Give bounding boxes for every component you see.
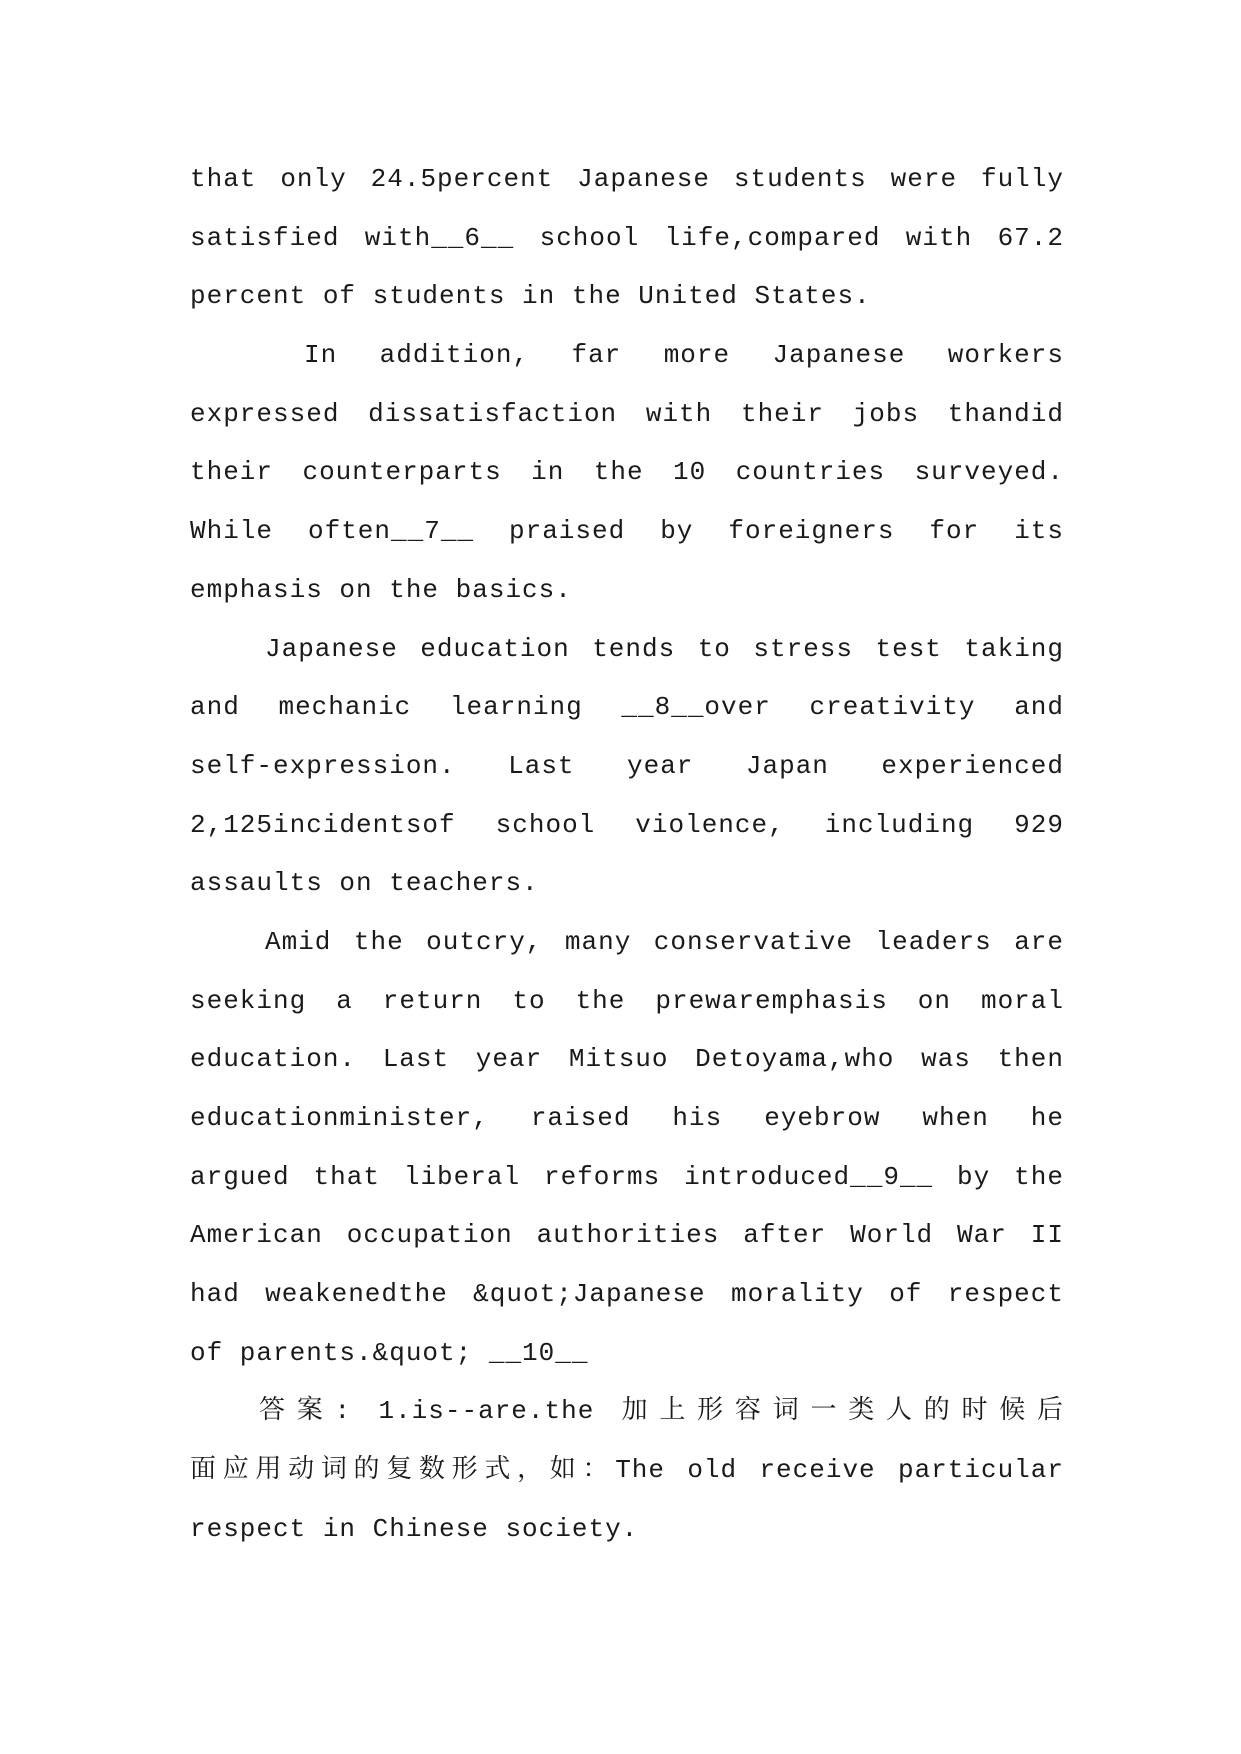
paragraph-2 (190, 326, 1064, 619)
text-line: that only 24.5percent Japanese students were fully (190, 164, 1064, 194)
text-line: satisfied with__6__ school life,compared with 67.2 (190, 222, 1064, 253)
text-line: 答案: 1.is--are.the 加上形容词一类人的时候后 (259, 1396, 1064, 1427)
text-line: their counterparts in the 10 countries surveyed. (190, 457, 1064, 488)
text-line: educationminister, raised his eyebrow when he (190, 1103, 1064, 1133)
text-line: emphasis on the basics. (190, 574, 572, 605)
text-line: had weakenedthe &quot;Japanese morality of respect (190, 1279, 1064, 1310)
text-line: Japanese education tends to stress test taking (265, 633, 1064, 664)
text-line: 面应用动词的复数形式，如：The old receive particular (190, 1455, 1064, 1486)
text-line: education. Last year Mitsuo Detoyama,who was then (190, 1044, 1064, 1075)
document-page (190, 150, 1064, 1559)
text-line: and mechanic learning __8__over creativity and (190, 692, 1064, 723)
paragraph-1 (190, 150, 1064, 326)
text-line: American occupation authorities after World War II (190, 1220, 1064, 1251)
text-line: of parents.&quot; __10__ (190, 1337, 589, 1368)
text-line: percent of students in the United States. (190, 281, 871, 312)
text-line: Amid the outcry, many conservative leaders are (265, 926, 1064, 957)
text-line: While often__7__ praised by foreigners for its (190, 516, 1064, 547)
text-line: expressed dissatisfaction with their jobs thandid (190, 398, 1064, 429)
text-line: argued that liberal reforms introduced__9__ by the (190, 1161, 1064, 1192)
text-line: seeking a return to the prewaremphasis on moral (190, 985, 1064, 1016)
answer-paragraph (190, 1382, 1064, 1558)
text-line: 2,125incidentsof school violence, including 929 (190, 809, 1064, 840)
paragraph-3 (190, 620, 1064, 913)
paragraph-4 (190, 913, 1064, 1383)
text-line: In addition, far more Japanese workers (304, 340, 1064, 371)
text-line: assaults on teachers. (190, 868, 539, 899)
text-line: respect in Chinese society. (190, 1513, 639, 1544)
text-line: self-expression. Last year Japan experienced (190, 750, 1064, 781)
